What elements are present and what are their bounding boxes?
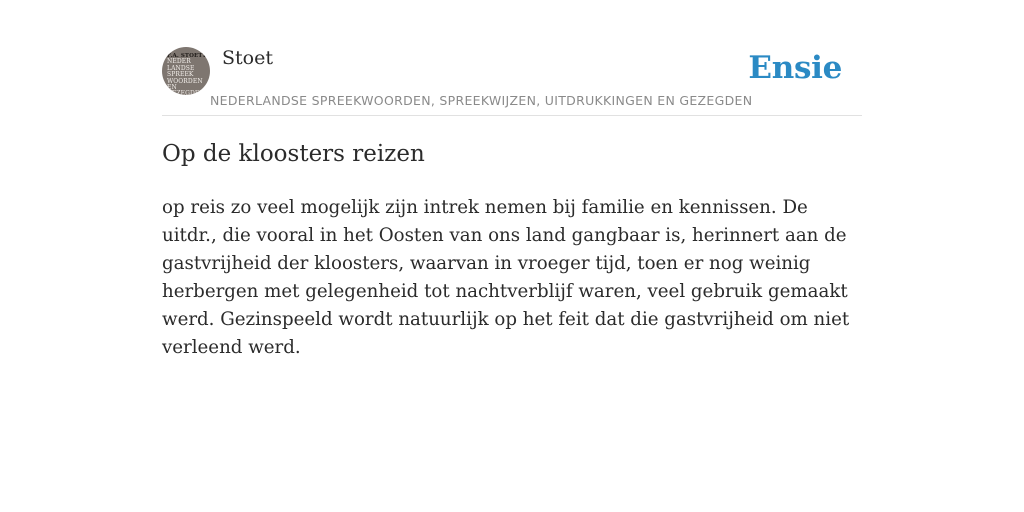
avatar[interactable]: [162, 47, 210, 95]
avatar-text-line: NEDER: [167, 58, 191, 66]
entry-card: [162, 0, 862, 358]
avatar-text-line: WOORDEN EN: [167, 77, 203, 92]
entry-header: [162, 0, 862, 116]
avatar-text-line: F.A. STOETT: [167, 53, 207, 59]
entry-title: Op de kloosters reizen: [162, 141, 425, 167]
author-name[interactable]: Stoet: [222, 47, 273, 69]
entry-body: op reis zo veel mogelijk zijn intrek nemen bij familie en kennissen. De uitdr., die vooral in het Oosten van ons land gangbaar is, herinnert aan de gastvrijheid der kloosters, waarvan in vroeger tijd, toen er nog weinig herbergen met gelegenheid tot nachtverblijf waren, veel gebruik gemaakt werd. Gezinspeeld wordt natuurlijk op het feit dat die gastvrijheid om niet verleend werd.: [162, 197, 850, 358]
avatar-text-line: SPREEK: [167, 71, 194, 79]
source-subtitle[interactable]: NEDERLANDSE SPREEKWOORDEN, SPREEKWIJZEN, UITDRUKKINGEN EN GEZEGDEN: [210, 93, 753, 108]
avatar-text-line: LANDSE: [167, 64, 195, 72]
avatar-text-line: GEZEGDEN: [167, 90, 205, 95]
brand-logo[interactable]: Ensie: [748, 50, 842, 86]
